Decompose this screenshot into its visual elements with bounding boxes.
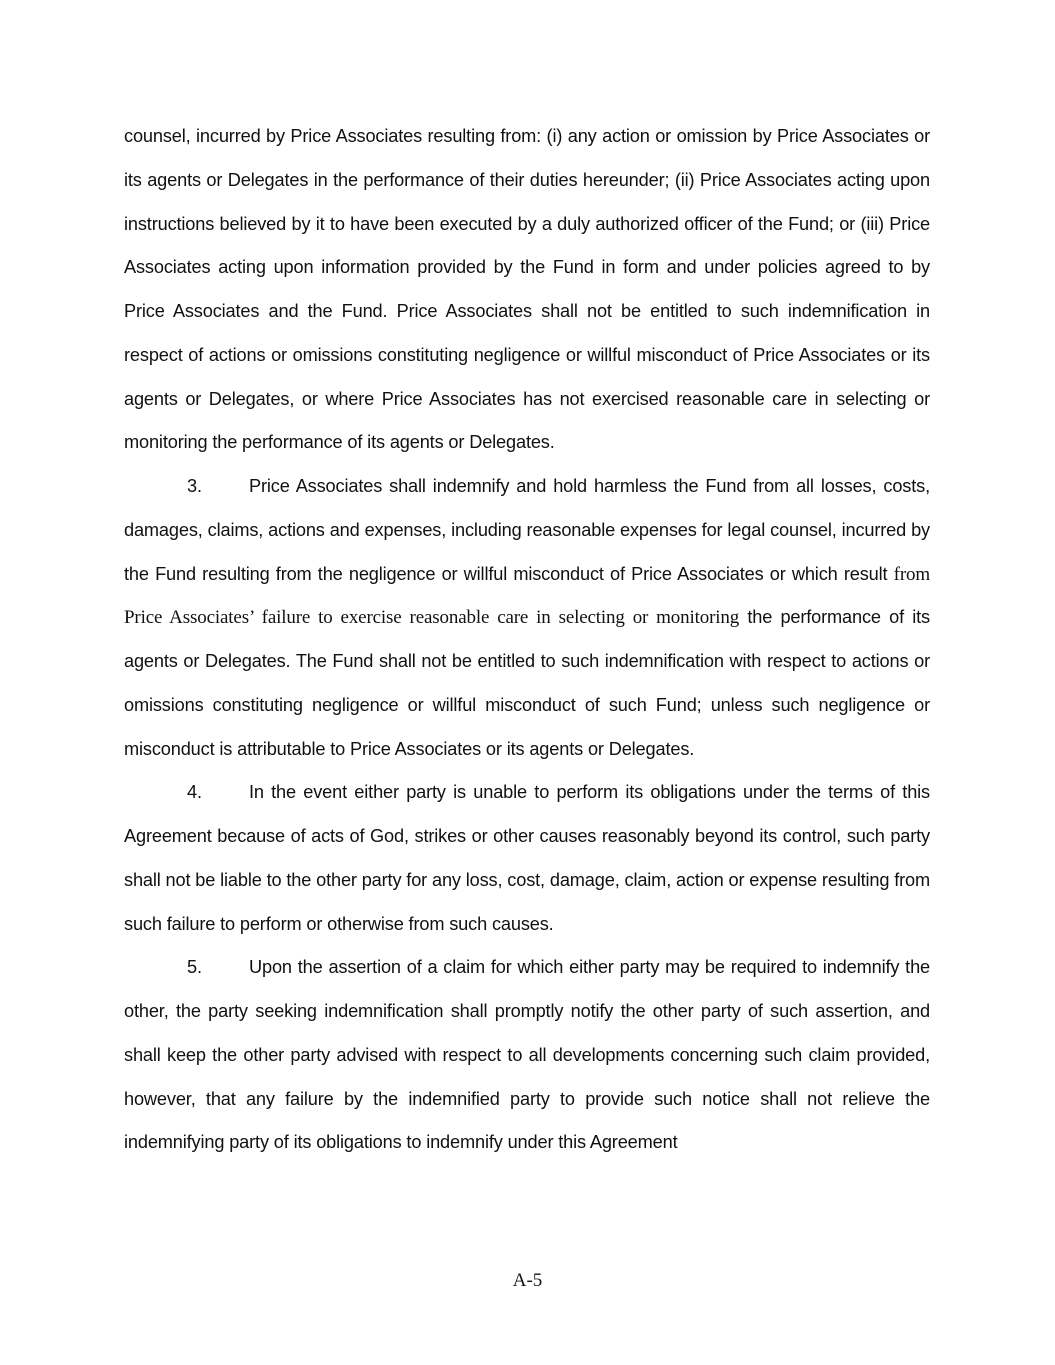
paragraph-3-text-b: from Price Associates’ failure to exercise reasonable care in selecting or monitoring	[124, 563, 930, 629]
document-body	[124, 115, 930, 1165]
paragraph-5-number: 5.	[187, 957, 202, 978]
paragraph-5	[124, 946, 930, 1165]
paragraph-5-text: Upon the assertion of a claim for which either party may be required to indemnify the other, the party seeking indemnification shall promptly notify the other party of such assertion, and shall keep the other party advised with respect to all developments concerning such claim provided, however, that any failure by the indemnified party to provide such notice shall not relieve the indemnifying party of its obligations to indemnify under this Agreement	[124, 957, 930, 1153]
paragraph-4	[124, 771, 930, 946]
paragraph-4-text: In the event either party is unable to perform its obligations under the terms of this Agreement because of acts of God, strikes or other causes reasonably beyond its control, such party shall not be liable to the other party for any loss, cost, damage, claim, action or expense resulting from such failure to perform or otherwise from such causes.	[124, 782, 930, 934]
paragraph-3-number: 3.	[187, 476, 202, 496]
paragraph-3-text-c: the performance of its agents or Delegates. The Fund shall not be entitled to such indemnification with respect to actions or omissions constituting negligence or willful misconduct of such Fund; unless such negligence or misconduct is attributable to Price Associates or its agents or Delegates.	[124, 607, 930, 759]
paragraph-3	[124, 465, 930, 771]
paragraph-3-text-a: Price Associates shall indemnify and hold harmless the Fund from all losses, costs, damages, claims, actions and expenses, including reasonable expenses for legal counsel, incurred by the Fund resulting from the negligence or willful misconduct of Price Associates or which result	[124, 476, 930, 584]
page-number: A-5	[512, 1270, 543, 1291]
paragraph-continuation: counsel, incurred by Price Associates resulting from: (i) any action or omission by Price Associates or its agents or Delegates in the performance of their duties hereunder; (ii) Price Associates acting upon instructions believed by it to have been executed by a duly authorized officer of the Fund; or (iii) Price Associates acting upon information provided by the Fund in form and under policies agreed to by Price Associates and the Fund. Price Associates shall not be entitled to such indemnification in respect of actions or omissions constituting negligence or willful misconduct of Price Associates or its agents or Delegates, or where Price Associates has not exercised reasonable care in selecting or monitoring the performance of its agents or Delegates.	[124, 126, 930, 453]
paragraph-4-number: 4.	[187, 782, 202, 803]
